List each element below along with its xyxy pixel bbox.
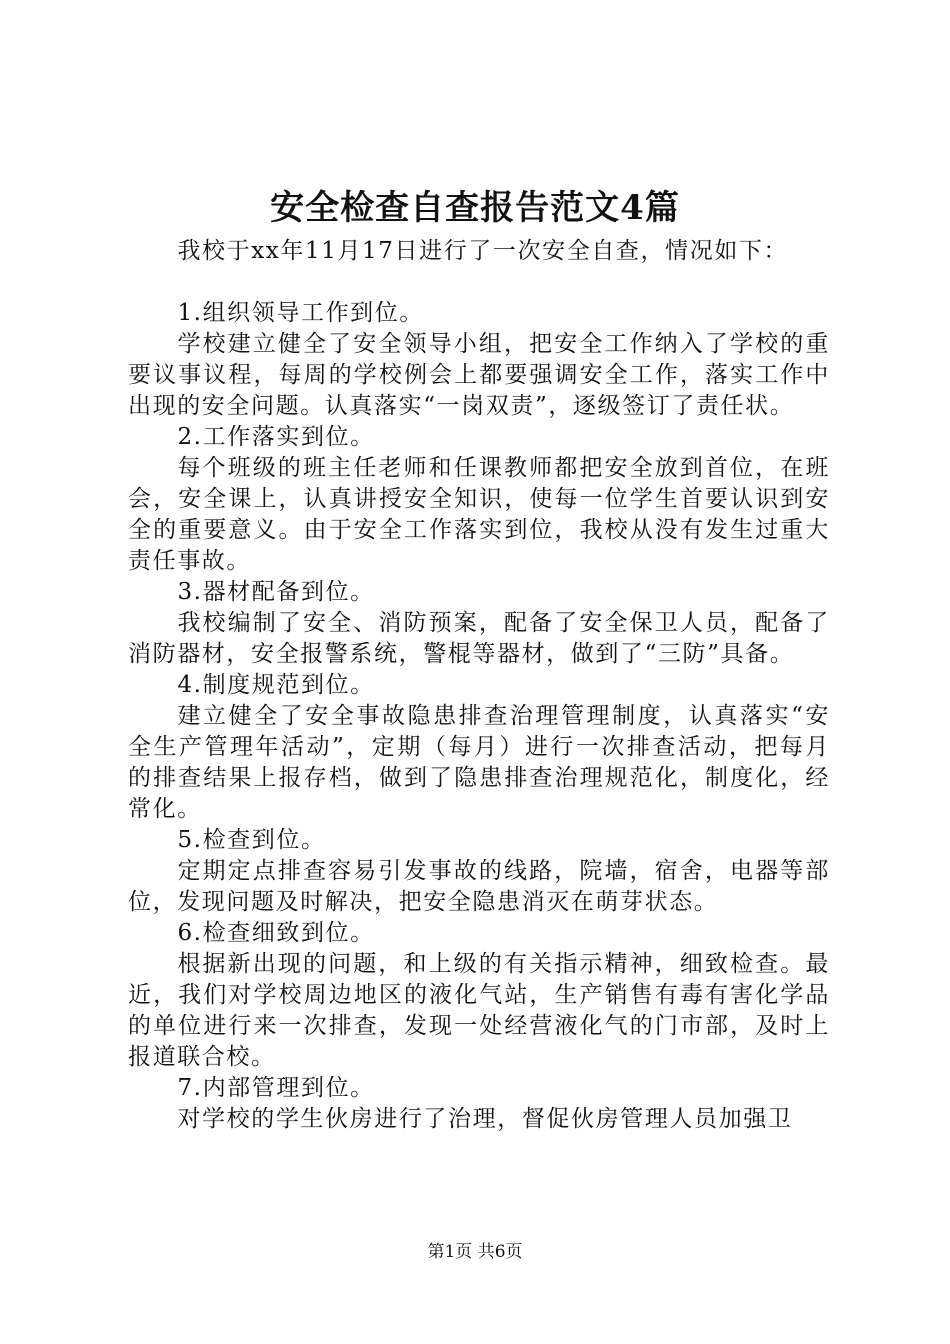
section-heading: 5.检查到位。 [177, 827, 326, 853]
section-heading: 7.内部管理到位。 [177, 1075, 375, 1101]
section-paragraph: 我校编制了安全、消防预案，配备了安全保卫人员，配备了消防器材，安全报警系统，警棍等器材，做到了“三防”具备。 [128, 610, 830, 667]
section-paragraph: 建立健全了安全事故隐患排查治理管理制度，认真落实“安全生产管理年活动”，定期（每月）进行一次排查活动，把每月的排查结果上报存档，做到了隐患排查治理规范化，制度化，经常化。 [128, 703, 830, 822]
intro-paragraph: 我校于xx年11月17日进行了一次安全自查，情况如下： [177, 238, 789, 264]
document-title: 安全检查自查报告范文4篇 [270, 188, 680, 228]
section-heading: 6.检查细致到位。 [177, 920, 375, 946]
section-paragraph: 学校建立健全了安全领导小组，把安全工作纳入了学校的重要议事议程，每周的学校例会上都要强调安全工作，落实工作中出现的安全问题。认真落实“一岗双责”，逐级签订了责任状。 [128, 331, 830, 419]
section-paragraph: 每个班级的班主任老师和任课教师都把安全放到首位，在班会，安全课上，认真讲授安全知识，使每一位学生首要认识到安全的重要意义。由于安全工作落实到位，我校从没有发生过重大责任事故。 [128, 455, 830, 574]
section-paragraph: 对学校的学生伙房进行了治理，督促伙房管理人员加强卫 [177, 1106, 793, 1132]
section-heading: 2.工作落实到位。 [177, 424, 375, 450]
section-paragraph: 定期定点排查容易引发事故的线路，院墙，宿舍，电器等部位，发现问题及时解决，把安全隐患消灭在萌芽状态。 [128, 858, 830, 915]
page-footer: 第1页 共6页 [427, 1242, 523, 1262]
section-heading: 1.组织领导工作到位。 [177, 300, 424, 326]
section-heading: 3.器材配备到位。 [177, 579, 375, 605]
document-body [128, 236, 830, 1135]
section-heading: 4.制度规范到位。 [177, 672, 375, 698]
section-paragraph: 根据新出现的问题，和上级的有关指示精神，细致检查。最近，我们对学校周边地区的液化气站，生产销售有毒有害化学品的单位进行来一次排查，发现一处经营液化气的门市部，及时上报道联合校。 [128, 951, 830, 1070]
